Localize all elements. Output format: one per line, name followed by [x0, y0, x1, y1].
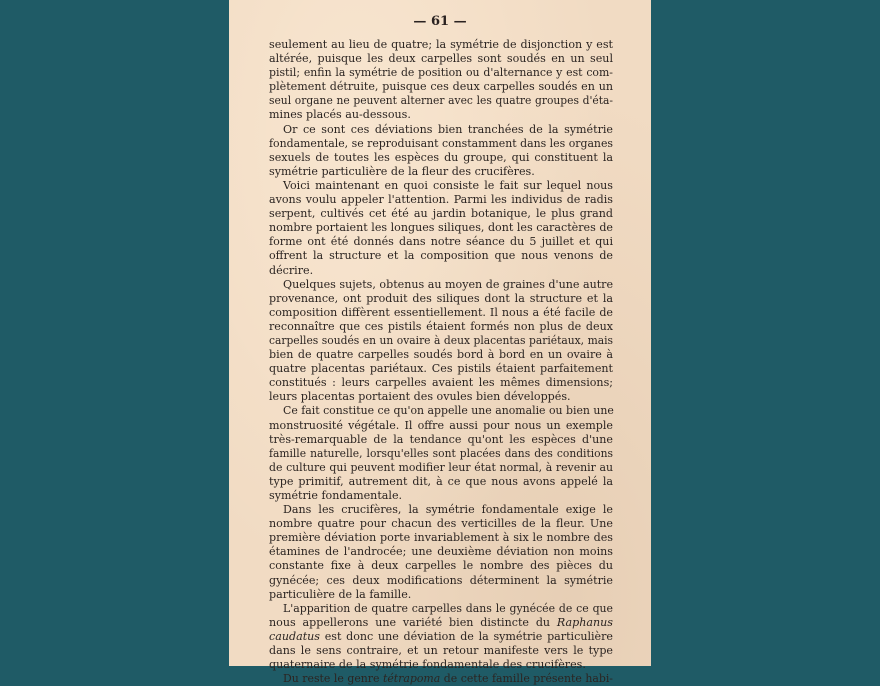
page-number: — 61 —: [413, 14, 467, 29]
text-line: [269, 249, 613, 263]
text-line: [269, 306, 613, 320]
text-line: [269, 137, 613, 151]
text-line: [269, 123, 613, 137]
text-line: [269, 179, 613, 193]
line-text: Or ce sont ces déviations bien tranchées de la symétrie: [283, 122, 613, 136]
line-text: offrent la structure et la composition que nous venons de: [269, 249, 613, 263]
text-line: [269, 362, 613, 376]
text-line: [269, 108, 613, 122]
line-text: fondamentale, se reproduisant constamment dans les organes: [269, 136, 613, 150]
text-line: [269, 531, 613, 545]
line-text: avons voulu appeler l'attention. Parmi les individus de radis: [269, 193, 613, 207]
line-text: quatre placentas pariétaux. Ces pistils étaient parfaitement: [269, 362, 613, 376]
line-text: particulière de la famille.: [269, 587, 412, 601]
line-text: plètement détruite, puisque ces deux carpelles soudés en un: [269, 80, 613, 94]
line-text: décrire.: [269, 263, 314, 277]
line-text: mines placés au-dessous.: [269, 108, 411, 122]
line-text: seulement au lieu de quatre; la symétrie de disjonction y est: [269, 38, 613, 51]
line-text: de culture qui peuvent modifier leur état normal, à revenir au: [269, 460, 613, 474]
line-text: reconnaître que ces pistils étaient formés non plus de deux: [269, 319, 613, 333]
text-line: [269, 278, 613, 292]
line-text: leurs placentas portaient des ovules bien développés.: [269, 390, 571, 404]
text-line: [269, 66, 613, 80]
line-text: nous appellerons une variété bien distincte du: [269, 615, 557, 629]
text-line: [269, 658, 613, 672]
text-line: [269, 644, 613, 658]
line-text: serpent, cultivés cet été au jardin botanique, le plus grand: [269, 207, 613, 221]
text-line: [269, 80, 613, 94]
text-line: [269, 94, 613, 108]
line-text: pistil; enfin la symétrie de position ou d'alternance y est com-: [269, 66, 613, 80]
line-text: altérée, puisque les deux carpelles sont soudés en un seul: [269, 52, 613, 66]
line-text: gynécée; ces deux modifications déterminent la symétrie: [269, 573, 613, 587]
line-text: Dans les crucifères, la symétrie fondamentale exige le: [283, 503, 613, 517]
line-text: nombre quatre pour chacun des verticilles de la fleur. Une: [269, 517, 613, 531]
line-text: bien de quatre carpelles soudés bord à bord en un ovaire à: [269, 348, 613, 362]
text-line: [269, 517, 613, 531]
text-line: [269, 292, 613, 306]
line-text: très-remarquable de la tendance qu'ont les espèces d'une: [269, 432, 613, 446]
line-text: monstruosité végétale. Il offre aussi pour nous un exemple: [269, 418, 613, 432]
text-line: [269, 404, 613, 418]
text-line: [269, 545, 613, 559]
line-text: quaternaire de la symétrie fondamentale des crucifères.: [269, 658, 586, 672]
line-text: Voici maintenant en quoi consiste le fait sur lequel nous: [283, 178, 613, 192]
text-line: [269, 559, 613, 573]
line-text: provenance, ont produit des siliques dont la structure et la: [269, 291, 613, 305]
text-line: [269, 461, 613, 475]
line-text: nombre portaient les longues siliques, dont les caractères de: [269, 221, 613, 235]
text-line: [269, 672, 613, 686]
text-line: [269, 320, 613, 334]
text-line: [269, 348, 613, 362]
text-line: [269, 475, 613, 489]
line-text: de cette famille présente habi-: [440, 672, 613, 686]
text-line: [269, 221, 613, 235]
line-text: Du reste le genre: [283, 672, 383, 686]
italic-term: tétrapoma: [382, 672, 441, 686]
text-line: [269, 376, 613, 390]
line-text: carpelles soudés en un ovaire à deux placentas pariétaux, mais: [269, 333, 613, 347]
line-text: dans le sens contraire, et un retour manifeste vers le type: [269, 644, 613, 658]
line-text: constante fixe à deux carpelles le nombre des pièces du: [269, 559, 613, 573]
line-text: sexuels de toutes les espèces du groupe, qui constituent la: [269, 150, 613, 164]
line-text: forme ont été donnés dans notre séance du 5 juillet et qui: [269, 235, 613, 249]
text-line: [269, 165, 613, 179]
text-line: [269, 574, 613, 588]
text-line: [269, 433, 613, 447]
text-line: [269, 52, 613, 66]
text-line: [269, 390, 613, 404]
text-line: [269, 447, 613, 461]
text-line: [269, 334, 613, 348]
italic-term: Raphanus: [556, 615, 613, 629]
text-line: [269, 264, 613, 278]
body-text: [269, 38, 613, 686]
text-line: [269, 38, 613, 52]
text-line: [269, 235, 613, 249]
text-line: [269, 602, 613, 616]
text-line: [269, 419, 613, 433]
line-text: Ce fait constitue ce qu'on appelle une anomalie ou bien une: [283, 404, 614, 418]
line-text: L'apparition de quatre carpelles dans le gynécée de ce que: [283, 601, 613, 615]
text-line: [269, 207, 613, 221]
text-line: [269, 503, 613, 517]
line-text: étamines de l'androcée; une deuxième déviation non moins: [269, 545, 613, 559]
text-line: [269, 193, 613, 207]
line-text: symétrie fondamentale.: [269, 489, 403, 502]
text-line: [269, 630, 613, 644]
text-line: [269, 616, 613, 630]
line-text: composition diffèrent essentiellement. Il nous a été facile de: [269, 305, 613, 319]
text-line: [269, 588, 613, 602]
text-line: [269, 151, 613, 165]
line-text: seul organe ne peuvent alterner avec les quatre groupes d'éta-: [269, 94, 613, 108]
text-line: [269, 489, 613, 503]
line-text: famille naturelle, lorsqu'elles sont placées dans des conditions: [269, 446, 613, 460]
line-text: symétrie particulière de la fleur des crucifères.: [269, 164, 535, 178]
line-text: est donc une déviation de la symétrie particulière: [319, 629, 613, 643]
line-text: première déviation porte invariablement à six le nombre des: [269, 531, 613, 545]
document-page: [229, 0, 651, 686]
line-text: type primitif, autrement dit, à ce que nous avons appelé la: [269, 474, 613, 488]
line-text: Quelques sujets, obtenus au moyen de graines d'une autre: [283, 277, 614, 291]
italic-term: caudatus: [269, 629, 320, 643]
line-text: constitués : leurs carpelles avaient les mêmes dimensions;: [269, 376, 613, 390]
